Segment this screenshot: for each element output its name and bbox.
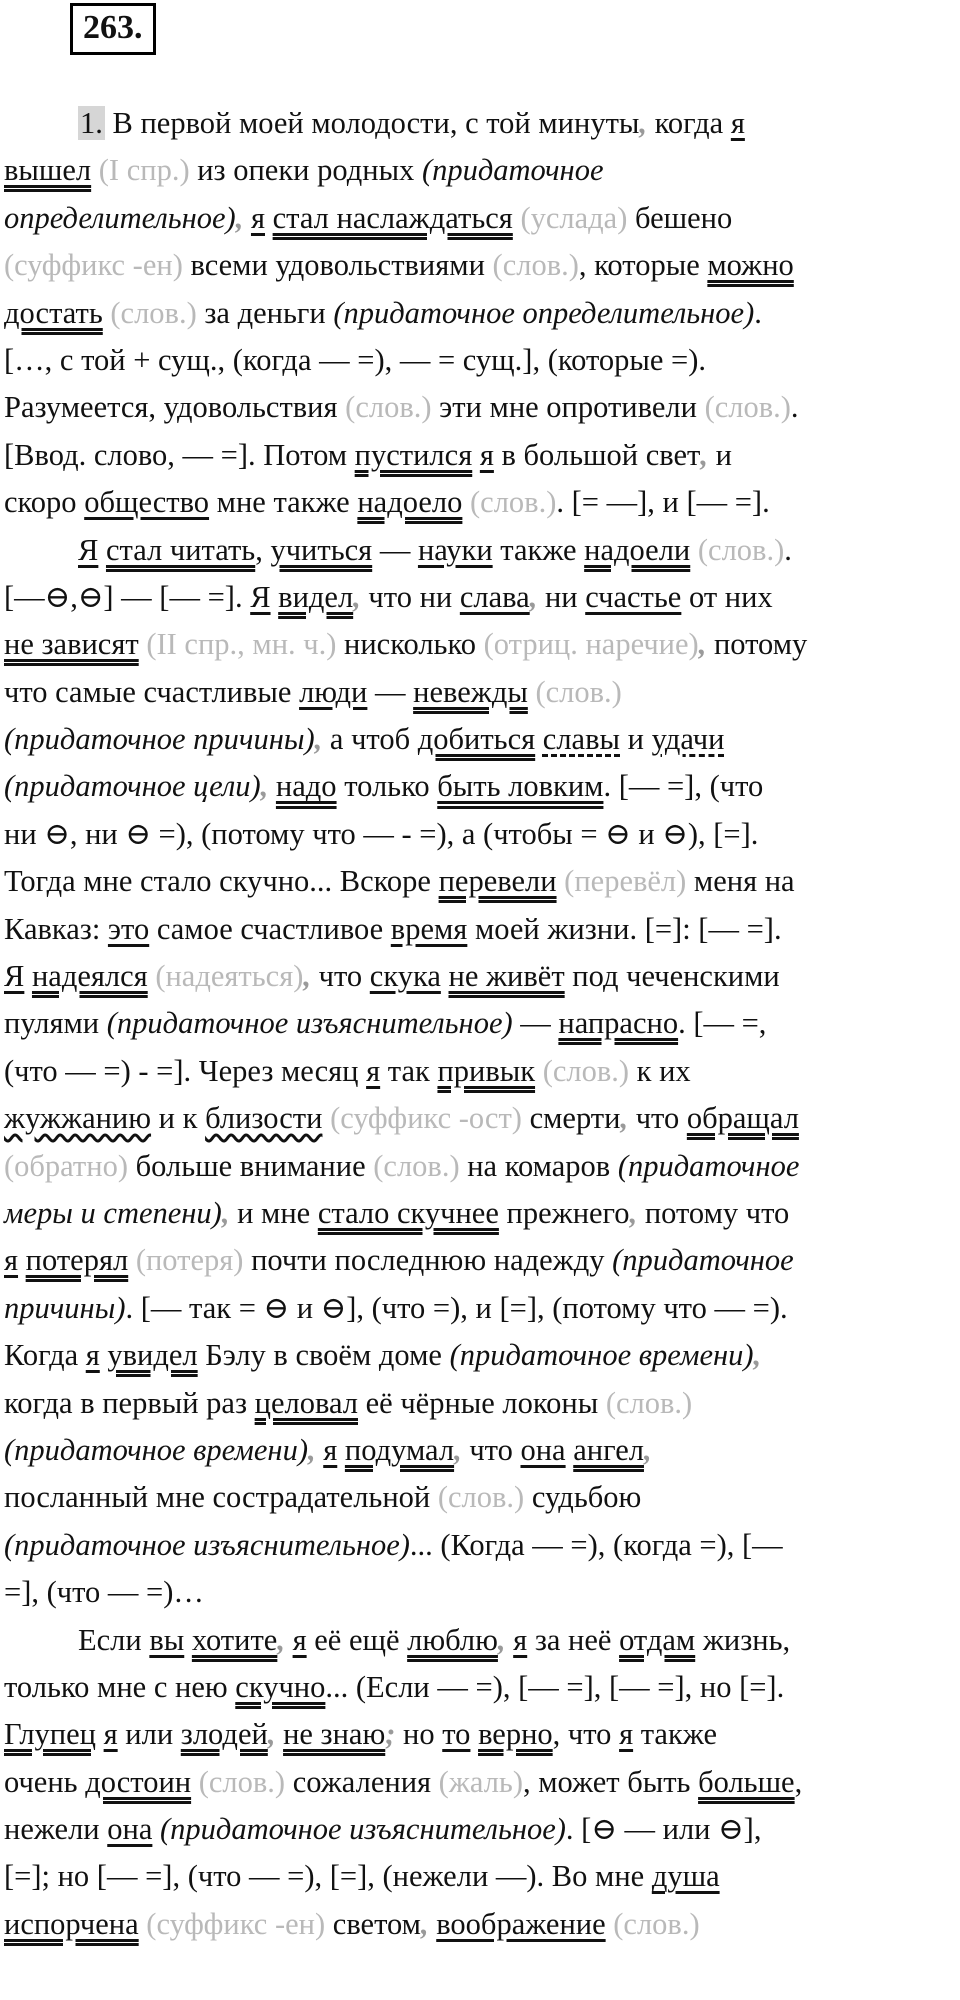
text-segment <box>285 1623 293 1657</box>
text-line <box>4 242 952 289</box>
text-segment: =], (что — =)… <box>4 1575 204 1610</box>
grammar-note: (суффикс -ост) <box>322 1101 522 1136</box>
text-segment: (что — =) - =]. Через месяц <box>4 1053 367 1088</box>
text-segment: и мне <box>229 1195 318 1230</box>
subject-word: воображение <box>436 1906 606 1941</box>
text-segment: удачи <box>651 722 725 757</box>
text-line <box>4 1048 952 1095</box>
predicate-word: подумал <box>344 1432 455 1467</box>
grammar-note: (обратно) <box>4 1148 128 1183</box>
text-line <box>4 147 952 194</box>
text-segment: Когда <box>4 1338 86 1373</box>
subject-word: счастье <box>585 579 682 614</box>
predicate-word: Глупец <box>4 1717 96 1752</box>
text-segment: больше внимание <box>127 1148 366 1183</box>
punctuation-mark: , <box>221 1195 230 1230</box>
clause-annotation: (придаточное определительное) <box>333 295 755 330</box>
predicate-word: учиться <box>270 532 373 567</box>
text-segment: бешено <box>627 200 733 235</box>
exercise-text <box>4 100 952 1948</box>
text-segment: прежнего <box>498 1195 630 1230</box>
grammar-note: (II спр., мн. ч.) <box>138 627 337 662</box>
text-line <box>4 574 952 621</box>
grammar-note: (I спр.) <box>91 153 190 188</box>
text-segment: потому <box>706 627 808 662</box>
punctuation-mark: , <box>353 579 361 614</box>
text-segment: так <box>380 1053 438 1088</box>
text-segment <box>96 1717 104 1751</box>
text-segment: [—⊖,⊖] — [— =]. <box>4 579 251 614</box>
subject-word: я <box>103 1717 118 1752</box>
clause-annotation: (придаточное времени) <box>449 1338 754 1373</box>
text-line <box>4 1522 952 1569</box>
predicate-word: надо <box>275 769 337 804</box>
predicate-word: пустился <box>354 437 473 472</box>
punctuation-mark: , <box>643 1432 652 1467</box>
text-segment: смерти <box>521 1101 621 1136</box>
clause-annotation: причины) <box>4 1290 126 1325</box>
predicate-word: хотите <box>191 1622 278 1657</box>
subject-word: люди <box>299 674 368 709</box>
subject-word: то <box>442 1717 471 1752</box>
punctuation-mark: , <box>700 437 708 472</box>
subject-word: она <box>107 1812 153 1847</box>
predicate-word: можно <box>707 248 794 283</box>
text-segment: эти мне опротивели <box>431 390 697 425</box>
text-segment: , что <box>552 1717 620 1752</box>
text-line <box>4 1380 952 1427</box>
text-segment: ... (Если — =), [— =], [— =], но [=]. <box>325 1669 785 1704</box>
text-line <box>4 195 952 242</box>
text-segment: . <box>754 295 762 330</box>
text-segment: жизнь, <box>695 1622 791 1657</box>
grammar-note: (слов.) <box>690 532 785 567</box>
predicate-word: добиться <box>417 722 536 757</box>
text-line <box>4 1664 952 1711</box>
text-segment: Если <box>78 1622 150 1657</box>
text-segment: [=]; но [— =], (что — =), [=], (нежели —). Во мне <box>4 1859 652 1894</box>
grammar-note: (надеяться) <box>147 959 304 994</box>
predicate-word: скучно <box>235 1669 326 1704</box>
clause-annotation: (придаточное <box>612 1243 794 1278</box>
clause-annotation: (придаточное времени) <box>4 1432 308 1467</box>
text-segment: в большой свет <box>493 437 701 472</box>
grammar-note: (слов.) <box>337 390 432 425</box>
text-segment: за деньги <box>196 295 334 330</box>
predicate-word: достоин <box>85 1764 192 1799</box>
text-segment: только <box>336 769 438 804</box>
text-segment: скоро <box>4 485 85 520</box>
text-segment: что самые счастливые <box>4 674 300 709</box>
text-segment <box>243 201 251 235</box>
text-segment: . [= —], и [— =]. <box>556 485 770 520</box>
grammar-note: (перевёл) <box>556 864 687 899</box>
text-line <box>4 432 952 479</box>
predicate-word: больше <box>698 1764 795 1799</box>
text-segment <box>535 722 543 756</box>
predicate-word: люблю <box>407 1622 498 1657</box>
text-segment: что <box>628 1101 687 1136</box>
text-segment: , которые <box>578 248 708 283</box>
subject-word: я <box>323 1432 338 1467</box>
grammar-note: (услада) <box>512 200 628 235</box>
text-segment: нисколько <box>336 627 476 662</box>
text-segment <box>24 959 32 993</box>
punctuation-mark: , <box>529 579 538 614</box>
text-segment: В первой моей молодости, с той минуты <box>104 106 640 140</box>
text-line <box>4 337 952 384</box>
text-segment: ни <box>537 579 586 614</box>
text-segment: на комаров <box>459 1148 618 1183</box>
text-segment: и <box>707 437 732 472</box>
text-segment: Бэлу в своём доме <box>197 1338 450 1373</box>
predicate-word: испорчена <box>4 1906 139 1941</box>
predicate-word: перевели <box>438 864 557 899</box>
grammar-note: (жаль) <box>431 1764 523 1799</box>
text-segment <box>265 201 273 235</box>
subject-word: общество <box>84 485 210 520</box>
text-segment <box>275 1717 283 1751</box>
clause-annotation: определительное) <box>4 200 236 235</box>
text-segment: и к <box>151 1101 206 1136</box>
subject-word: Я <box>250 579 271 614</box>
text-line <box>4 1901 952 1948</box>
text-line <box>4 1474 952 1521</box>
predicate-word: верно <box>478 1717 553 1752</box>
text-segment: судьбою <box>524 1480 642 1515</box>
grammar-note: (потеря) <box>128 1243 244 1278</box>
text-segment: сожаления <box>285 1764 432 1799</box>
punctuation-mark: , <box>497 1622 506 1657</box>
text-segment: — <box>512 1006 559 1041</box>
punctuation-mark: , <box>277 1622 285 1657</box>
text-segment: жужжанию <box>4 1101 152 1136</box>
text-segment: Тогда мне стало скучно... Вскоре <box>4 864 439 899</box>
subject-word: я <box>250 200 265 235</box>
clause-annotation: (придаточное цели) <box>4 769 261 804</box>
text-line <box>4 1143 952 1190</box>
predicate-word: напрасно <box>558 1006 679 1041</box>
grammar-note: (слов.) <box>696 390 791 425</box>
predicate-word: видел <box>278 579 354 614</box>
subject-word: Я <box>78 532 99 567</box>
grammar-note: (слов.) <box>598 1385 693 1420</box>
text-line <box>4 290 952 337</box>
text-segment: . <box>790 390 799 425</box>
predicate-word: целовал <box>254 1385 358 1420</box>
text-segment: за неё <box>527 1622 620 1657</box>
grammar-note: (слов.) <box>484 248 579 283</box>
text-line <box>4 621 952 668</box>
text-segment: к их <box>629 1053 691 1088</box>
predicate-word: не живёт <box>448 959 565 994</box>
clause-annotation: (придаточное изъяснительное) <box>106 1006 513 1041</box>
text-line <box>4 1095 952 1142</box>
grammar-note: (слов.) <box>527 674 622 709</box>
grammar-note: (суффикс -ен) <box>138 1906 326 1941</box>
punctuation-mark: , <box>698 627 707 662</box>
text-segment <box>98 533 106 567</box>
text-segment: — <box>372 532 418 567</box>
text-segment: или <box>117 1717 181 1752</box>
text-line <box>4 479 952 526</box>
subject-word: время <box>390 911 468 946</box>
text-segment: славы <box>542 722 620 757</box>
grammar-note: (суффикс -ен) <box>4 248 183 283</box>
text-segment: мне также <box>209 485 358 520</box>
text-segment: её ещё <box>306 1622 408 1657</box>
punctuation-mark: , <box>629 1195 638 1230</box>
text-segment: . [— =], (что <box>603 769 764 804</box>
text-segment: из опеки родных <box>189 153 422 188</box>
text-segment <box>18 1243 26 1277</box>
grammar-note: (слов.) <box>535 1053 630 1088</box>
predicate-word: злодей <box>180 1717 268 1752</box>
text-line <box>4 1000 952 1047</box>
text-line <box>4 1759 952 1806</box>
text-segment <box>184 1623 192 1657</box>
text-segment: , <box>255 532 271 567</box>
text-segment <box>472 438 480 472</box>
punctuation-mark: , <box>303 959 312 994</box>
predicate-word: достать <box>4 295 103 330</box>
text-line <box>4 1190 952 1237</box>
grammar-note: (слов.) <box>365 1148 460 1183</box>
punctuation-mark: , <box>235 200 244 235</box>
punctuation-mark: , <box>753 1338 762 1373</box>
text-segment: но <box>395 1717 443 1752</box>
subject-word: я <box>366 1053 381 1088</box>
predicate-word: невежды <box>413 674 528 709</box>
text-line <box>4 1806 952 1853</box>
clause-annotation: (придаточное <box>421 153 604 188</box>
punctuation-mark: , <box>639 106 648 140</box>
text-line <box>4 1285 952 1332</box>
predicate-word: потерял <box>25 1243 129 1278</box>
subject-word: душа <box>651 1859 720 1894</box>
subject-word: скука <box>369 959 441 994</box>
text-line <box>4 1569 952 1616</box>
grammar-note: (отриц. наречие) <box>475 627 699 662</box>
subject-word: я <box>513 1622 528 1657</box>
punctuation-mark: ; <box>385 1717 396 1752</box>
text-segment <box>337 1433 345 1467</box>
text-line <box>4 1427 952 1474</box>
text-segment: почти последнюю надежду <box>243 1243 613 1278</box>
punctuation-mark: , <box>314 722 323 757</box>
text-segment: . <box>784 532 792 567</box>
subject-word: я <box>85 1338 100 1373</box>
subject-word: я <box>4 1243 19 1278</box>
text-segment: нежели <box>4 1812 108 1847</box>
text-line <box>4 1237 952 1284</box>
text-segment: близости <box>205 1101 323 1136</box>
subject-word: я <box>730 106 745 140</box>
predicate-word: стало скучнее <box>317 1195 499 1230</box>
text-segment: под чеченскими <box>564 959 780 994</box>
subject-word: это <box>107 911 150 946</box>
text-segment: Кавказ: <box>4 911 108 946</box>
punctuation-mark: , <box>307 1432 316 1467</box>
punctuation-mark: , <box>267 1717 276 1752</box>
text-segment: что <box>311 959 370 994</box>
predicate-word: вышел <box>4 153 92 188</box>
subject-word: я <box>292 1622 307 1657</box>
text-segment: ни ⊖, ни ⊖ =), (потому что — - =), а (чтобы = ⊖ и ⊖), [=]. <box>4 816 759 851</box>
text-segment: очень <box>4 1764 86 1799</box>
subject-word: вы <box>149 1622 185 1657</box>
text-line <box>4 953 952 1000</box>
predicate-word: увидел <box>107 1338 198 1373</box>
grammar-note: (слов.) <box>605 1906 700 1941</box>
text-segment: только мне с нею <box>4 1669 236 1704</box>
text-line <box>4 763 952 810</box>
text-line <box>4 527 952 574</box>
grammar-note: (слов.) <box>462 485 557 520</box>
predicate-word: отдам <box>619 1622 696 1657</box>
clause-annotation: (придаточное изъяснительное) <box>160 1812 566 1847</box>
text-segment: потому что <box>637 1195 790 1230</box>
text-segment: что <box>461 1432 521 1467</box>
grammar-note: (слов.) <box>191 1764 286 1799</box>
text-segment: и <box>620 722 652 757</box>
text-segment: меня на <box>686 864 795 899</box>
predicate-word: не зависят <box>4 627 139 662</box>
text-segment: , может быть <box>523 1764 699 1799</box>
predicate-word: надоело <box>357 485 463 520</box>
text-segment: . [⊖ — или ⊖], <box>565 1812 762 1847</box>
clause-annotation: (придаточное <box>617 1148 800 1183</box>
text-segment: ... (Когда — =), (когда =), [— <box>409 1527 783 1562</box>
text-line <box>4 716 952 763</box>
text-segment <box>152 1812 160 1846</box>
subject-word: науки <box>417 532 493 567</box>
text-line <box>4 1617 952 1664</box>
text-segment: когда в первый раз <box>4 1385 255 1420</box>
text-segment: […, с той + сущ., (когда — =), — = сущ.], (которые =). <box>4 342 707 377</box>
subject-word: она <box>520 1432 566 1467</box>
clause-annotation: (придаточное причины) <box>4 722 315 757</box>
text-segment: . [— так = ⊖ и ⊖], (что =), и [=], (потому что — =). <box>125 1290 788 1325</box>
text-line <box>4 858 952 905</box>
text-segment: пулями <box>4 1006 107 1041</box>
predicate-word: быть ловким <box>437 769 604 804</box>
grammar-note: (слов.) <box>430 1480 525 1515</box>
text-line <box>4 906 952 953</box>
subject-word: я <box>619 1717 634 1752</box>
text-segment: также <box>492 532 585 567</box>
clause-annotation: (придаточное изъяснительное) <box>4 1527 410 1562</box>
punctuation-mark: , <box>620 1101 629 1136</box>
punctuation-mark: , <box>260 769 269 804</box>
text-line <box>4 100 952 147</box>
predicate-word: привык <box>437 1053 536 1088</box>
punctuation-mark: , <box>454 1432 462 1467</box>
text-line <box>4 1711 952 1758</box>
text-segment <box>268 769 276 803</box>
predicate-word: стал читать <box>105 532 256 567</box>
subject-word: Я <box>4 959 25 994</box>
text-segment: её чёрные локоны <box>358 1385 599 1420</box>
text-segment: — <box>367 674 414 709</box>
text-line <box>4 1853 952 1900</box>
text-segment: самое счастливое <box>149 911 391 946</box>
text-segment: всеми удовольствиями <box>182 248 485 283</box>
text-segment: что ни <box>360 579 460 614</box>
text-segment: . [— =, <box>678 1006 767 1041</box>
subject-word: я <box>479 437 494 472</box>
text-segment: когда <box>647 106 731 140</box>
text-segment <box>470 1717 478 1751</box>
subject-word: слава <box>459 579 530 614</box>
exercise-number: 263. <box>70 3 156 55</box>
predicate-word: не знаю <box>283 1717 386 1752</box>
text-segment: от них <box>681 579 773 614</box>
sentence-number: 1. <box>80 106 103 140</box>
grammar-note: (слов.) <box>102 295 197 330</box>
text-segment: а чтоб <box>322 722 418 757</box>
predicate-word: надоели <box>584 532 691 567</box>
text-segment <box>441 959 449 993</box>
text-segment: также <box>633 1717 717 1752</box>
text-line <box>4 669 952 716</box>
predicate-word: надеялся <box>31 959 148 994</box>
text-line <box>4 384 952 431</box>
text-segment: , <box>794 1764 803 1799</box>
text-segment: моей жизни. [=]: [— =]. <box>467 911 782 946</box>
text-segment: посланный мне сострадательной <box>4 1480 431 1515</box>
text-line <box>4 811 952 858</box>
text-line <box>4 1332 952 1379</box>
text-segment: [Ввод. слово, — =]. Потом <box>4 437 355 472</box>
predicate-word: ангел <box>573 1432 644 1467</box>
text-segment: Разумеется, удовольствия <box>4 390 338 425</box>
punctuation-mark: , <box>420 1906 429 1941</box>
predicate-word: обращал <box>686 1101 799 1136</box>
clause-annotation: меры и степени) <box>4 1195 222 1230</box>
predicate-word: стал наслаждаться <box>272 200 513 235</box>
text-segment: светом <box>325 1906 421 1941</box>
